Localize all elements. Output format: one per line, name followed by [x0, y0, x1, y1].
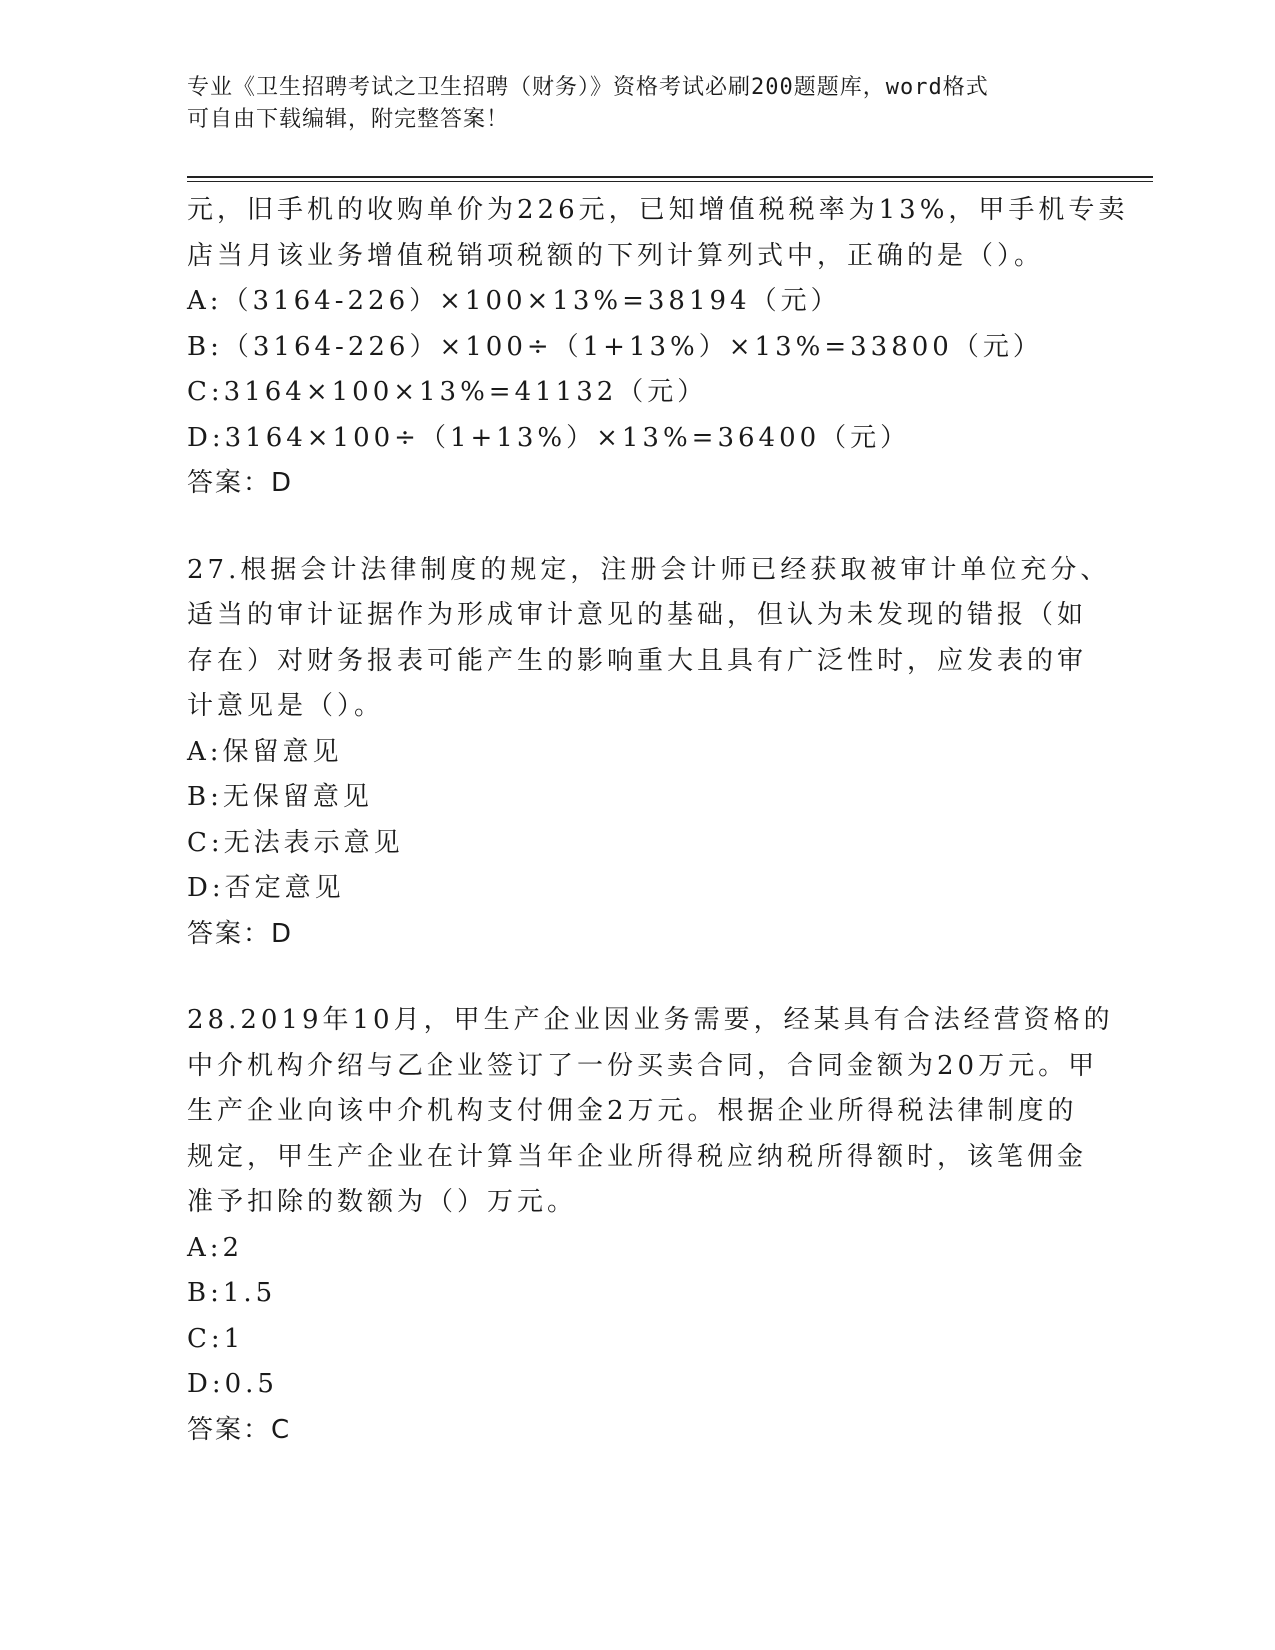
question-stem-line: 存在）对财务报表可能产生的影响重大且具有广泛性时，应发表的审 — [187, 645, 1088, 676]
spacer — [187, 507, 1087, 548]
option-a: A:（3164-226）×100×13%=38194（元） — [187, 286, 841, 316]
option-d: D:0.5 — [187, 1369, 278, 1399]
question-26-continuation — [187, 188, 1129, 507]
question-stem-line: 元，旧手机的收购单价为226元，已知增值税税率为13%，甲手机专卖 — [187, 195, 1129, 225]
option-b: B:无保留意见 — [187, 782, 373, 812]
question-content — [187, 188, 1129, 1453]
answer-label: 答案：D — [187, 918, 294, 949]
option-c: C:3164×100×13%=41132（元） — [187, 377, 708, 407]
answer-label: 答案：D — [187, 468, 294, 498]
option-d: D:否定意见 — [187, 873, 345, 903]
question-stem-line: 适当的审计证据作为形成审计意见的基础，但认为未发现的错报（如 — [187, 600, 1088, 630]
option-a: A:2 — [187, 1232, 244, 1263]
header-divider-thin — [187, 181, 1153, 182]
question-stem-line: 中介机构介绍与乙企业签订了一份买卖合同，合同金额为20万元。甲 — [187, 1050, 1099, 1081]
page-header — [187, 72, 1067, 136]
question-28 — [187, 998, 1114, 1453]
header-title-line-2: 可自由下载编辑，附完整答案！ — [187, 107, 510, 132]
option-c: C:无法表示意见 — [187, 827, 404, 858]
question-stem-line: 准予扣除的数额为（）万元。 — [187, 1187, 578, 1217]
question-stem-line: 27.根据会计法律制度的规定，注册会计师已经获取被审计单位充分、 — [187, 554, 1111, 585]
answer-label: 答案：C — [187, 1414, 292, 1445]
option-d: D:3164×100÷（1+13%）×13%=36400（元） — [187, 422, 911, 453]
question-stem-line: 28.2019年10月，甲生产企业因业务需要，经某具有合法经营资格的 — [187, 1005, 1114, 1035]
spacer — [187, 957, 1087, 998]
question-stem-line: 生产企业向该中介机构支付佣金2万元。根据企业所得税法律制度的 — [187, 1096, 1078, 1126]
option-a: A:保留意见 — [187, 736, 343, 767]
option-c: C:1 — [187, 1323, 245, 1354]
question-27 — [187, 548, 1111, 958]
question-stem-line: 店当月该业务增值税销项税额的下列计算列式中，正确的是（）。 — [187, 240, 1045, 271]
header-divider-thick — [187, 176, 1153, 178]
option-b: B:1.5 — [187, 1278, 277, 1308]
question-stem-line: 计意见是（）。 — [187, 691, 385, 721]
question-stem-line: 规定，甲生产企业在计算当年企业所得税应纳税所得额时，该笔佣金 — [187, 1141, 1088, 1172]
header-title-line-1: 专业《卫生招聘考试之卫生招聘（财务）》资格考试必刷200题题库，word格式 — [187, 75, 989, 100]
option-b: B:（3164-226）×100÷（1+13%）×13%=33800（元） — [187, 331, 1043, 362]
